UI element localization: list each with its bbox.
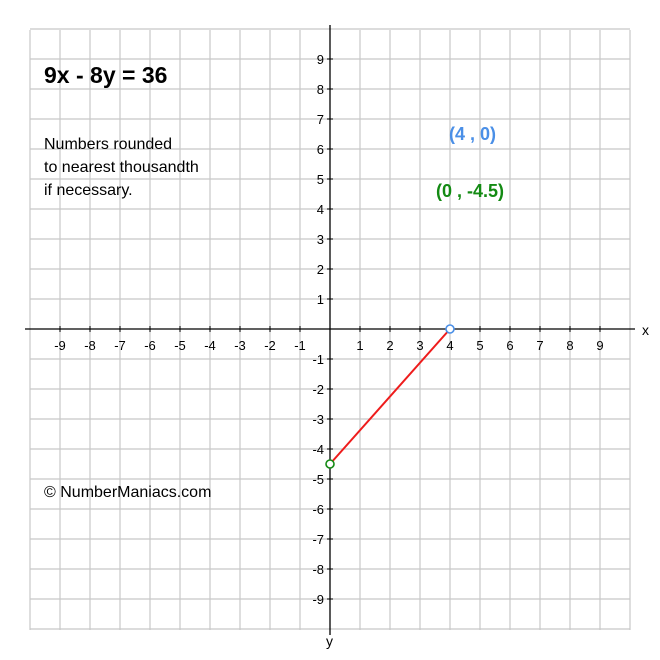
x-tick-label: 8 [566, 338, 574, 353]
x-tick-label: -5 [174, 338, 186, 353]
x-tick-label: -2 [264, 338, 276, 353]
y-tick-label: 1 [316, 292, 324, 307]
y-tick-label: 5 [316, 172, 324, 187]
x-intercept-point [446, 325, 454, 333]
y-tick-label: -3 [312, 412, 324, 427]
x-tick-label: 3 [416, 338, 424, 353]
y-intercept-point [326, 460, 334, 468]
y-tick-label: -2 [312, 382, 324, 397]
y-tick-label: -8 [312, 562, 324, 577]
x-tick-label: 4 [446, 338, 454, 353]
y-tick-label: 2 [316, 262, 324, 277]
rounding-note-line: if necessary. [44, 182, 133, 199]
x-intercept-label: (4 , 0) [449, 124, 497, 144]
rounding-note [44, 133, 199, 202]
x-tick-label: -8 [84, 338, 96, 353]
x-tick-label: -7 [114, 338, 126, 353]
y-tick-label: 8 [316, 82, 324, 97]
y-tick-label: -9 [312, 592, 324, 607]
x-axis-label: x [642, 322, 649, 338]
copyright-text: © NumberManiacs.com [44, 484, 212, 501]
x-tick-label: 6 [506, 338, 514, 353]
y-tick-label: 4 [316, 202, 324, 217]
x-tick-label: -3 [234, 338, 246, 353]
x-tick-label: 7 [536, 338, 544, 353]
y-tick-label: 3 [316, 232, 324, 247]
x-tick-label: 5 [476, 338, 484, 353]
rounding-note-line: Numbers rounded [44, 136, 173, 153]
x-tick-label: -6 [144, 338, 156, 353]
y-tick-label: 9 [316, 52, 324, 67]
y-tick-label: -5 [312, 472, 324, 487]
y-tick-label: -7 [312, 532, 324, 547]
equation-title: 9x - 8y = 36 [44, 62, 168, 88]
x-tick-label: -9 [54, 338, 66, 353]
x-tick-label: 9 [596, 338, 604, 353]
x-tick-label: -4 [204, 338, 216, 353]
y-tick-label: -4 [312, 442, 324, 457]
y-axis-label: y [326, 633, 333, 649]
y-tick-label: 6 [316, 142, 324, 157]
x-tick-label: 1 [356, 338, 364, 353]
y-tick-label: -6 [312, 502, 324, 517]
rounding-note-line: to nearest thousandth [44, 159, 199, 176]
x-tick-label: 2 [386, 338, 394, 353]
y-tick-label: -1 [312, 352, 324, 367]
y-tick-label: 7 [316, 112, 324, 127]
y-intercept-label: (0 , -4.5) [436, 181, 505, 201]
x-tick-label: -1 [294, 338, 306, 353]
